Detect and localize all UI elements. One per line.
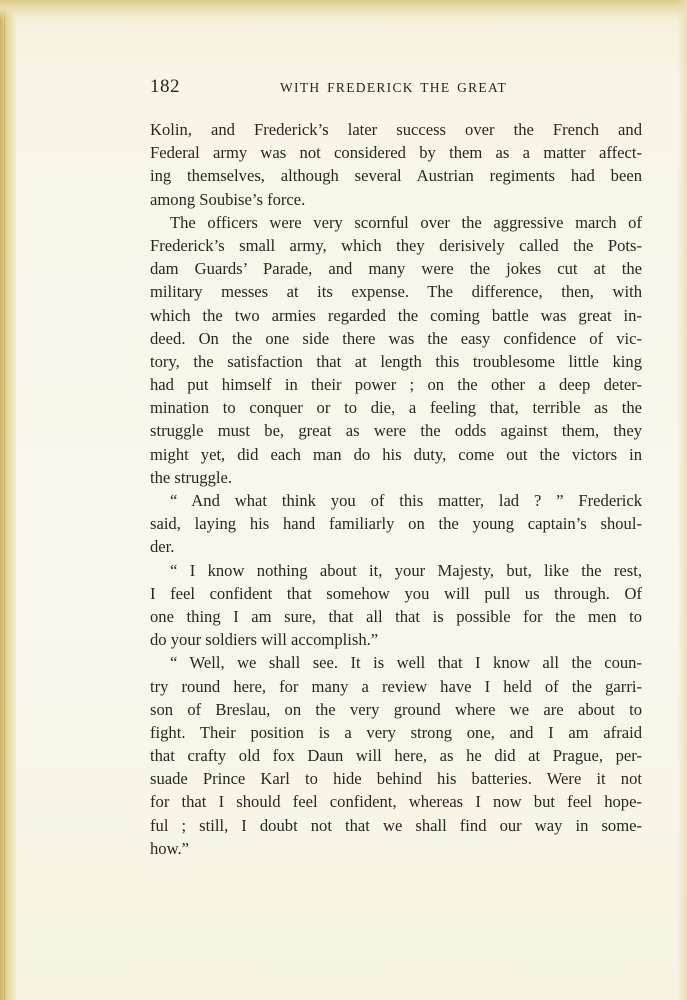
text-line: Kolin, and Frederick’s later success over the French and xyxy=(150,120,642,139)
page-right-edge xyxy=(677,0,687,1000)
page-top-edge xyxy=(0,0,687,20)
text-line: for that I should feel confident, whereas I now but feel hope- xyxy=(150,792,642,812)
text-line: might yet, did each man do his duty, come out the victors in xyxy=(150,444,642,464)
body-text xyxy=(150,118,642,860)
text-line: ing themselves, although several Austrian regiments had been xyxy=(150,166,642,186)
text-line: do your soldiers will accomplish.” xyxy=(150,630,379,650)
text-line: among Soubise’s force. xyxy=(150,189,306,209)
text-line: ful ; still, I doubt not that we shall find our way in some- xyxy=(150,815,642,835)
running-head xyxy=(150,76,640,102)
text-line: said, laying his hand familiarly on the young captain’s shoul- xyxy=(150,514,642,534)
text-line: dam Guards’ Parade, and many were the jokes cut at the xyxy=(150,259,642,279)
text-line: the struggle. xyxy=(150,467,233,487)
text-line: Federal army was not considered by them as a matter affect- xyxy=(150,143,642,163)
text-line: try round here, for many a review have I held of the garri- xyxy=(150,676,642,696)
text-line: struggle must be, great as were the odds against them, they xyxy=(150,421,642,441)
text-line: der. xyxy=(150,537,175,557)
text-line: “ And what think you of this matter, lad ? ” Frederick xyxy=(170,491,642,510)
page-gutter xyxy=(0,0,16,1000)
text-line: that crafty old fox Daun will here, as he did at Prague, per- xyxy=(150,746,642,766)
text-line: son of Breslau, on the very ground where we are about to xyxy=(150,699,642,719)
text-line: tory, the satisfaction that at length this troublesome little king xyxy=(150,351,642,371)
text-line: how.” xyxy=(150,838,190,858)
text-line: which the two armies regarded the coming battle was great in- xyxy=(150,305,642,325)
running-head-title: WITH FREDERICK THE GREAT xyxy=(280,80,508,95)
text-line: suade Prince Karl to hide behind his batteries. Were it not xyxy=(150,769,642,789)
text-line: had put himself in their power ; on the other a deep deter- xyxy=(150,375,642,395)
text-line: fight. Their position is a very strong one, and I am afraid xyxy=(150,722,642,742)
text-line: deed. On the one side there was the easy confidence of vic- xyxy=(150,328,642,348)
page-number: 182 xyxy=(150,76,180,97)
text-line: The officers were very scornful over the aggressive march of xyxy=(170,212,642,232)
text-line: “ Well, we shall see. It is well that I know all the coun- xyxy=(170,653,642,673)
text-line: military messes at its expense. The difference, then, with xyxy=(150,282,642,302)
text-line: “ I know nothing about it, your Majesty, but, like the rest, xyxy=(170,560,642,580)
text-line: I feel confident that somehow you will pull us through. Of xyxy=(150,583,642,603)
text-line: mination to conquer or to die, a feeling that, terrible as the xyxy=(150,398,642,418)
text-line: Frederick’s small army, which they derisively called the Pots- xyxy=(150,235,642,255)
text-line: one thing I am sure, that all that is possible for the men to xyxy=(150,606,642,626)
